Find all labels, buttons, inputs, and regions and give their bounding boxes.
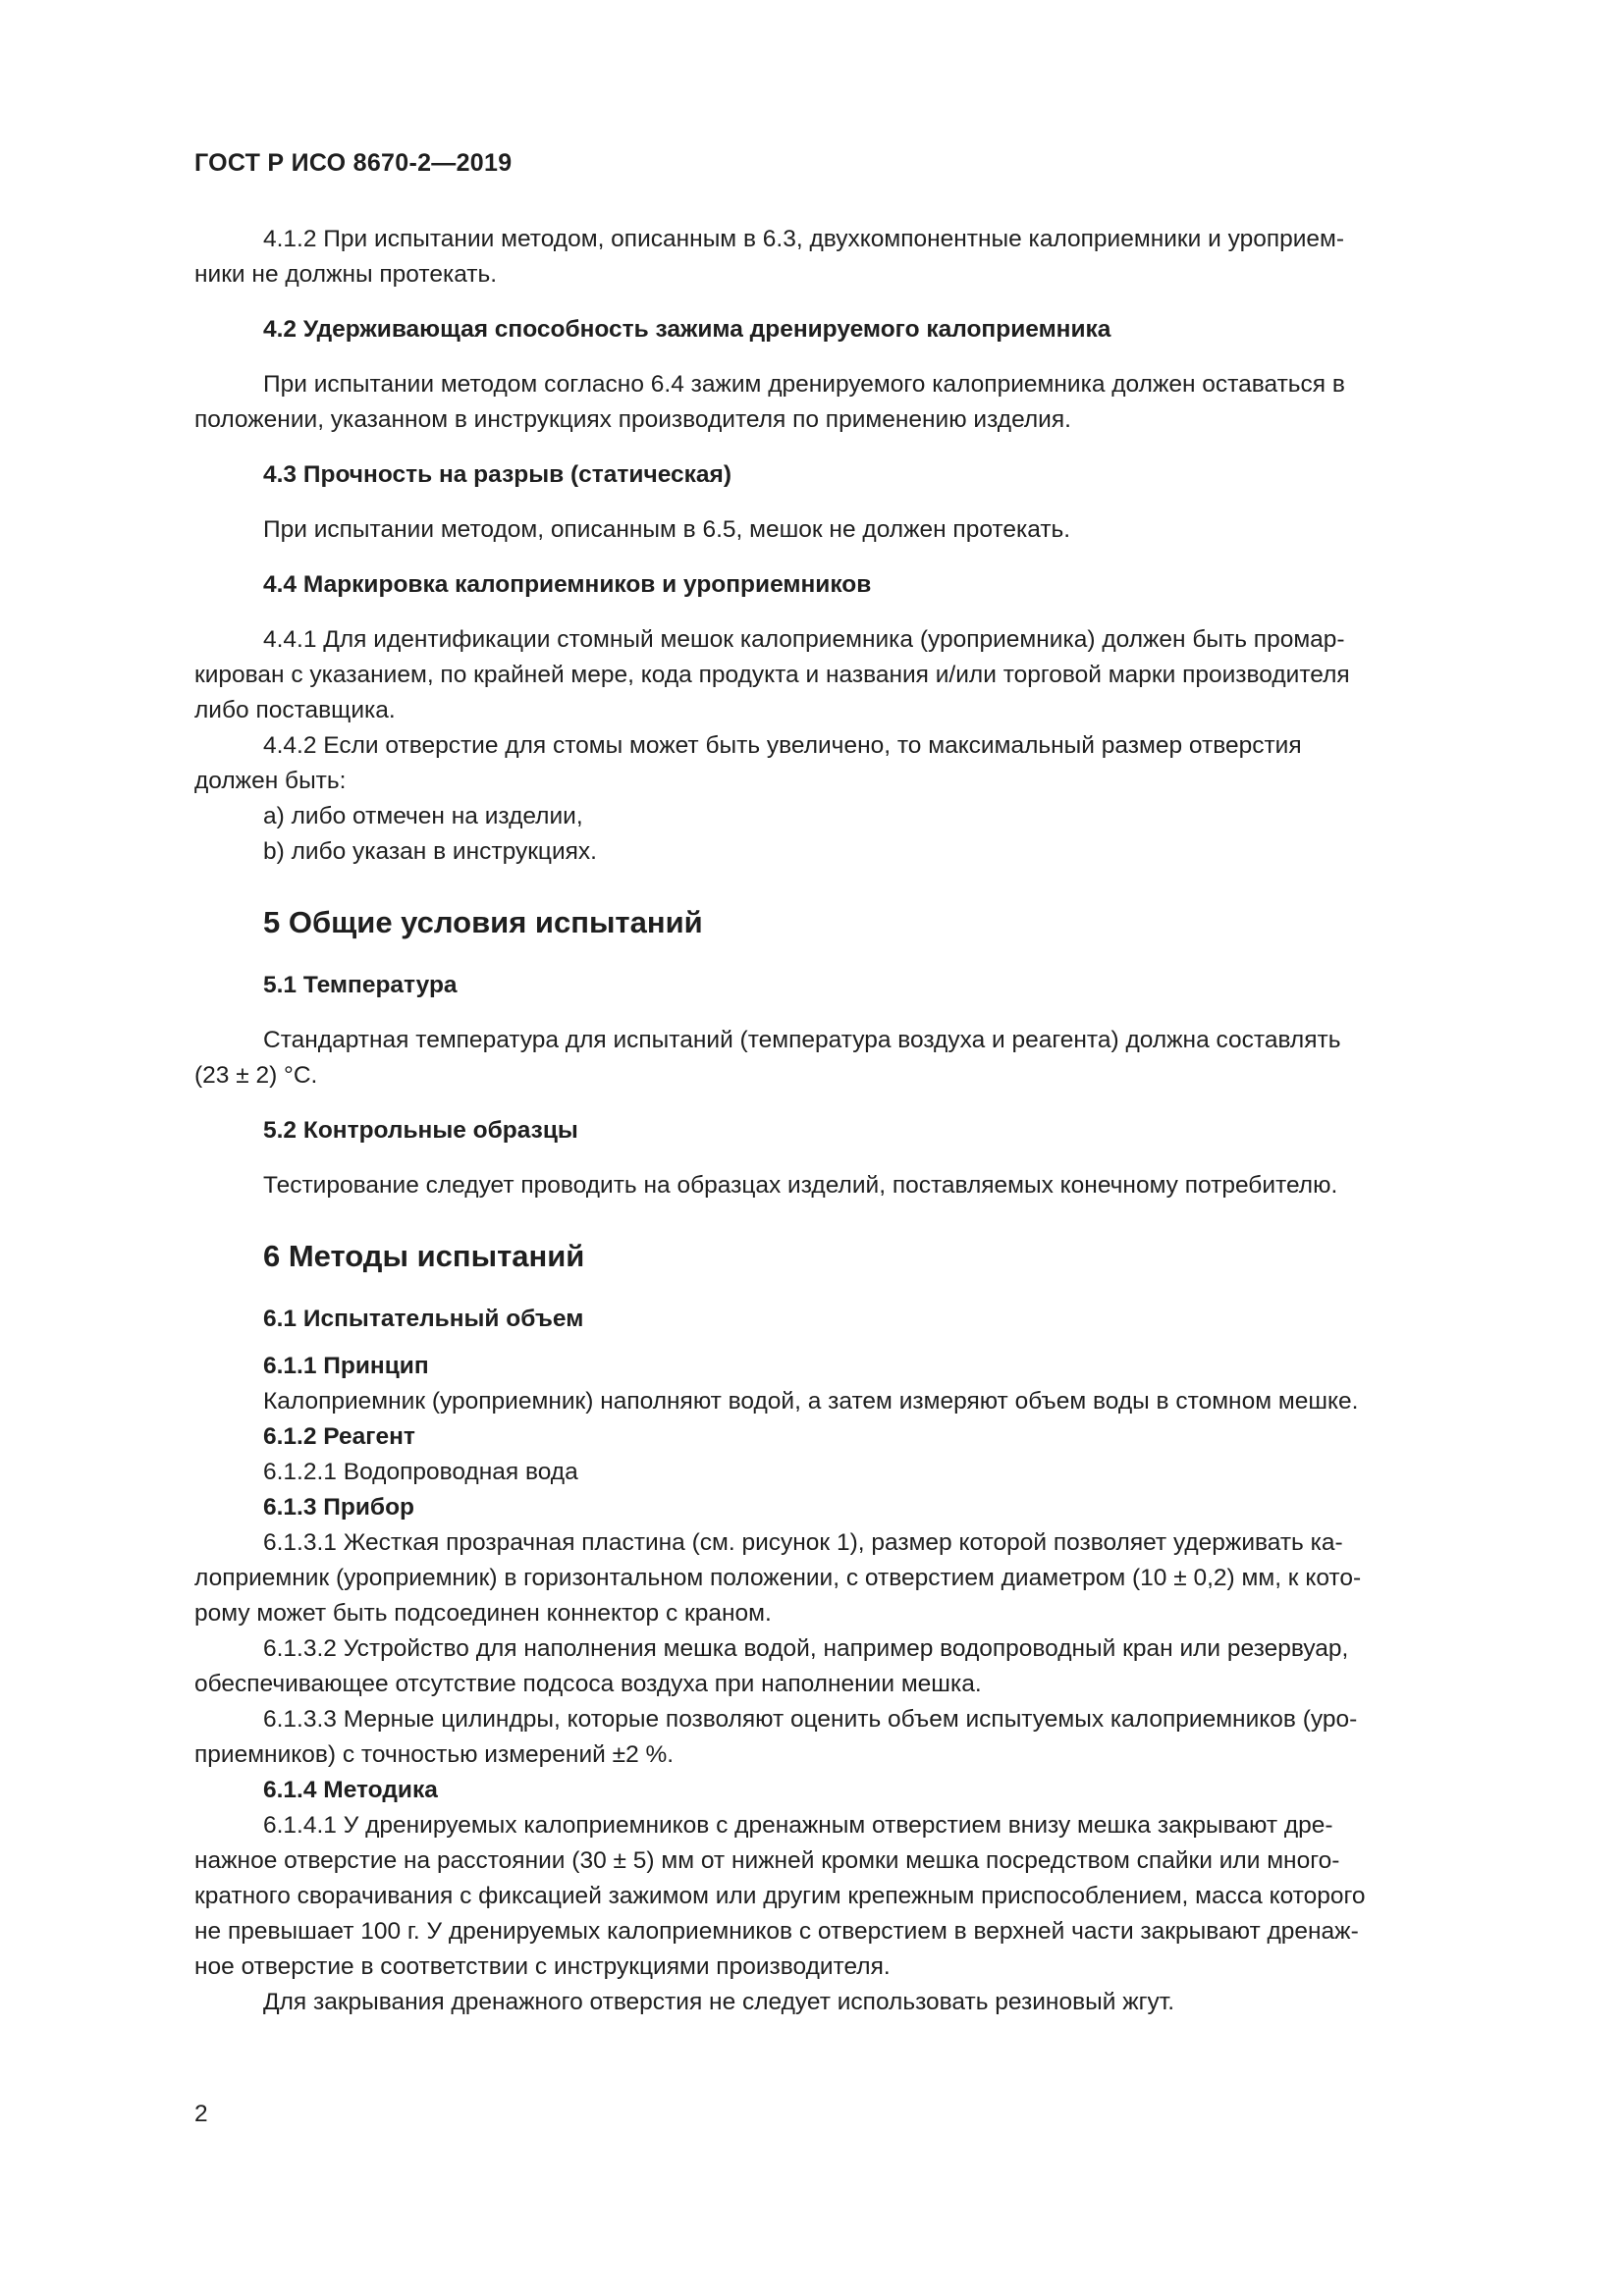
- section-heading-6: 6 Методы испытаний: [263, 1239, 585, 1273]
- paragraph-6-1-4-1-line-5: ное отверстие в соответствии с инструкциями производителя.: [194, 1953, 891, 1980]
- heading-6-1-4: 6.1.4 Методика: [263, 1777, 438, 1803]
- page-number: 2: [194, 2101, 208, 2127]
- heading-6-1-3: 6.1.3 Прибор: [263, 1494, 414, 1521]
- paragraph-6-1-3-2-line-1: 6.1.3.2 Устройство для наполнения мешка водой, например водопроводный кран или резервуар,: [263, 1635, 1349, 1662]
- paragraph-6-1-3-2-line-2: обеспечивающее отсутствие подсоса воздуха при наполнении мешка.: [194, 1671, 982, 1697]
- paragraph-4-4-1-line-2: кирован с указанием, по крайней мере, кода продукта и названия и/или торговой марки производителя: [194, 662, 1350, 688]
- paragraph-6-1-3-1-line-3: рому может быть подсоединен коннектор с краном.: [194, 1600, 772, 1627]
- paragraph-4-1-2-line-2: ники не должны протекать.: [194, 261, 498, 288]
- paragraph-4-1-2-line-1: 4.1.2 При испытании методом, описанным в 6.3, двухкомпонентные калоприемники и уроприем-: [263, 226, 1345, 252]
- heading-5-1: 5.1 Температура: [263, 972, 458, 998]
- heading-4-2: 4.2 Удерживающая способность зажима дренируемого калоприемника: [263, 316, 1111, 343]
- section-heading-5: 5 Общие условия испытаний: [263, 905, 703, 939]
- paragraph-6-1-4-1-line-1: 6.1.4.1 У дренируемых калоприемников с дренажным отверстием внизу мешка закрывают дре-: [263, 1812, 1333, 1839]
- paragraph-6-1-1: Калоприемник (уроприемник) наполняют водой, а затем измеряют объем воды в стомном мешке.: [263, 1388, 1359, 1415]
- paragraph-4-4-1-line-3: либо поставщика.: [194, 697, 396, 723]
- list-item-b: b) либо указан в инструкциях.: [263, 838, 597, 865]
- heading-6-1: 6.1 Испытательный объем: [263, 1306, 584, 1332]
- paragraph-4-2-line-1: При испытании методом согласно 6.4 зажим дренируемого калоприемника должен оставаться в: [263, 371, 1345, 398]
- paragraph-6-1-3-1-line-1: 6.1.3.1 Жесткая прозрачная пластина (см. рисунок 1), размер которой позволяет удерживать ка-: [263, 1529, 1343, 1556]
- paragraph-4-4-2-line-1: 4.4.2 Если отверстие для стомы может быть увеличено, то максимальный размер отверстия: [263, 732, 1302, 759]
- paragraph-5-1-line-1: Стандартная температура для испытаний (температура воздуха и реагента) должна составлять: [263, 1027, 1341, 1053]
- list-item-a: a) либо отмечен на изделии,: [263, 803, 583, 829]
- paragraph-6-1-3-1-line-2: лоприемник (уроприемник) в горизонтальном положении, с отверстием диаметром (10 ± 0,2) мм, к кото-: [194, 1565, 1362, 1591]
- paragraph-5-1-line-2: (23 ± 2) °С.: [194, 1062, 318, 1089]
- paragraph-6-1-4-1-line-2: нажное отверстие на расстоянии (30 ± 5) мм от нижней кромки мешка посредством спайки или много-: [194, 1847, 1340, 1874]
- heading-4-3: 4.3 Прочность на разрыв (статическая): [263, 461, 731, 488]
- heading-4-4: 4.4 Маркировка калоприемников и уроприемников: [263, 571, 872, 598]
- paragraph-4-2-line-2: положении, указанном в инструкциях производителя по применению изделия.: [194, 406, 1071, 433]
- paragraph-4-4-2-line-2: должен быть:: [194, 768, 347, 794]
- paragraph-final: Для закрывания дренажного отверстия не следует использовать резиновый жгут.: [263, 1989, 1175, 2015]
- paragraph-4-3: При испытании методом, описанным в 6.5, мешок не должен протекать.: [263, 516, 1071, 543]
- paragraph-6-1-3-3-line-2: приемников) с точностью измерений ±2 %.: [194, 1741, 675, 1768]
- heading-5-2: 5.2 Контрольные образцы: [263, 1117, 578, 1144]
- paragraph-6-1-4-1-line-4: не превышает 100 г. У дренируемых калоприемников с отверстием в верхней части закрывают дренаж-: [194, 1918, 1359, 1945]
- paragraph-6-1-4-1-line-3: кратного сворачивания с фиксацией зажимом или другим крепежным приспособлением, масса которого: [194, 1883, 1366, 1909]
- heading-6-1-1: 6.1.1 Принцип: [263, 1353, 429, 1379]
- paragraph-4-4-1-line-1: 4.4.1 Для идентификации стомный мешок калоприемника (уроприемника) должен быть промар-: [263, 626, 1345, 653]
- document-body: [194, 222, 1526, 2020]
- paragraph-6-1-2-1: 6.1.2.1 Водопроводная вода: [263, 1459, 578, 1485]
- heading-6-1-2: 6.1.2 Реагент: [263, 1423, 415, 1450]
- paragraph-5-2: Тестирование следует проводить на образцах изделий, поставляемых конечному потребителю.: [263, 1172, 1338, 1199]
- document-header-code: ГОСТ Р ИСО 8670-2—2019: [194, 149, 513, 177]
- paragraph-6-1-3-3-line-1: 6.1.3.3 Мерные цилиндры, которые позволяют оценить объем испытуемых калоприемников (уро-: [263, 1706, 1358, 1733]
